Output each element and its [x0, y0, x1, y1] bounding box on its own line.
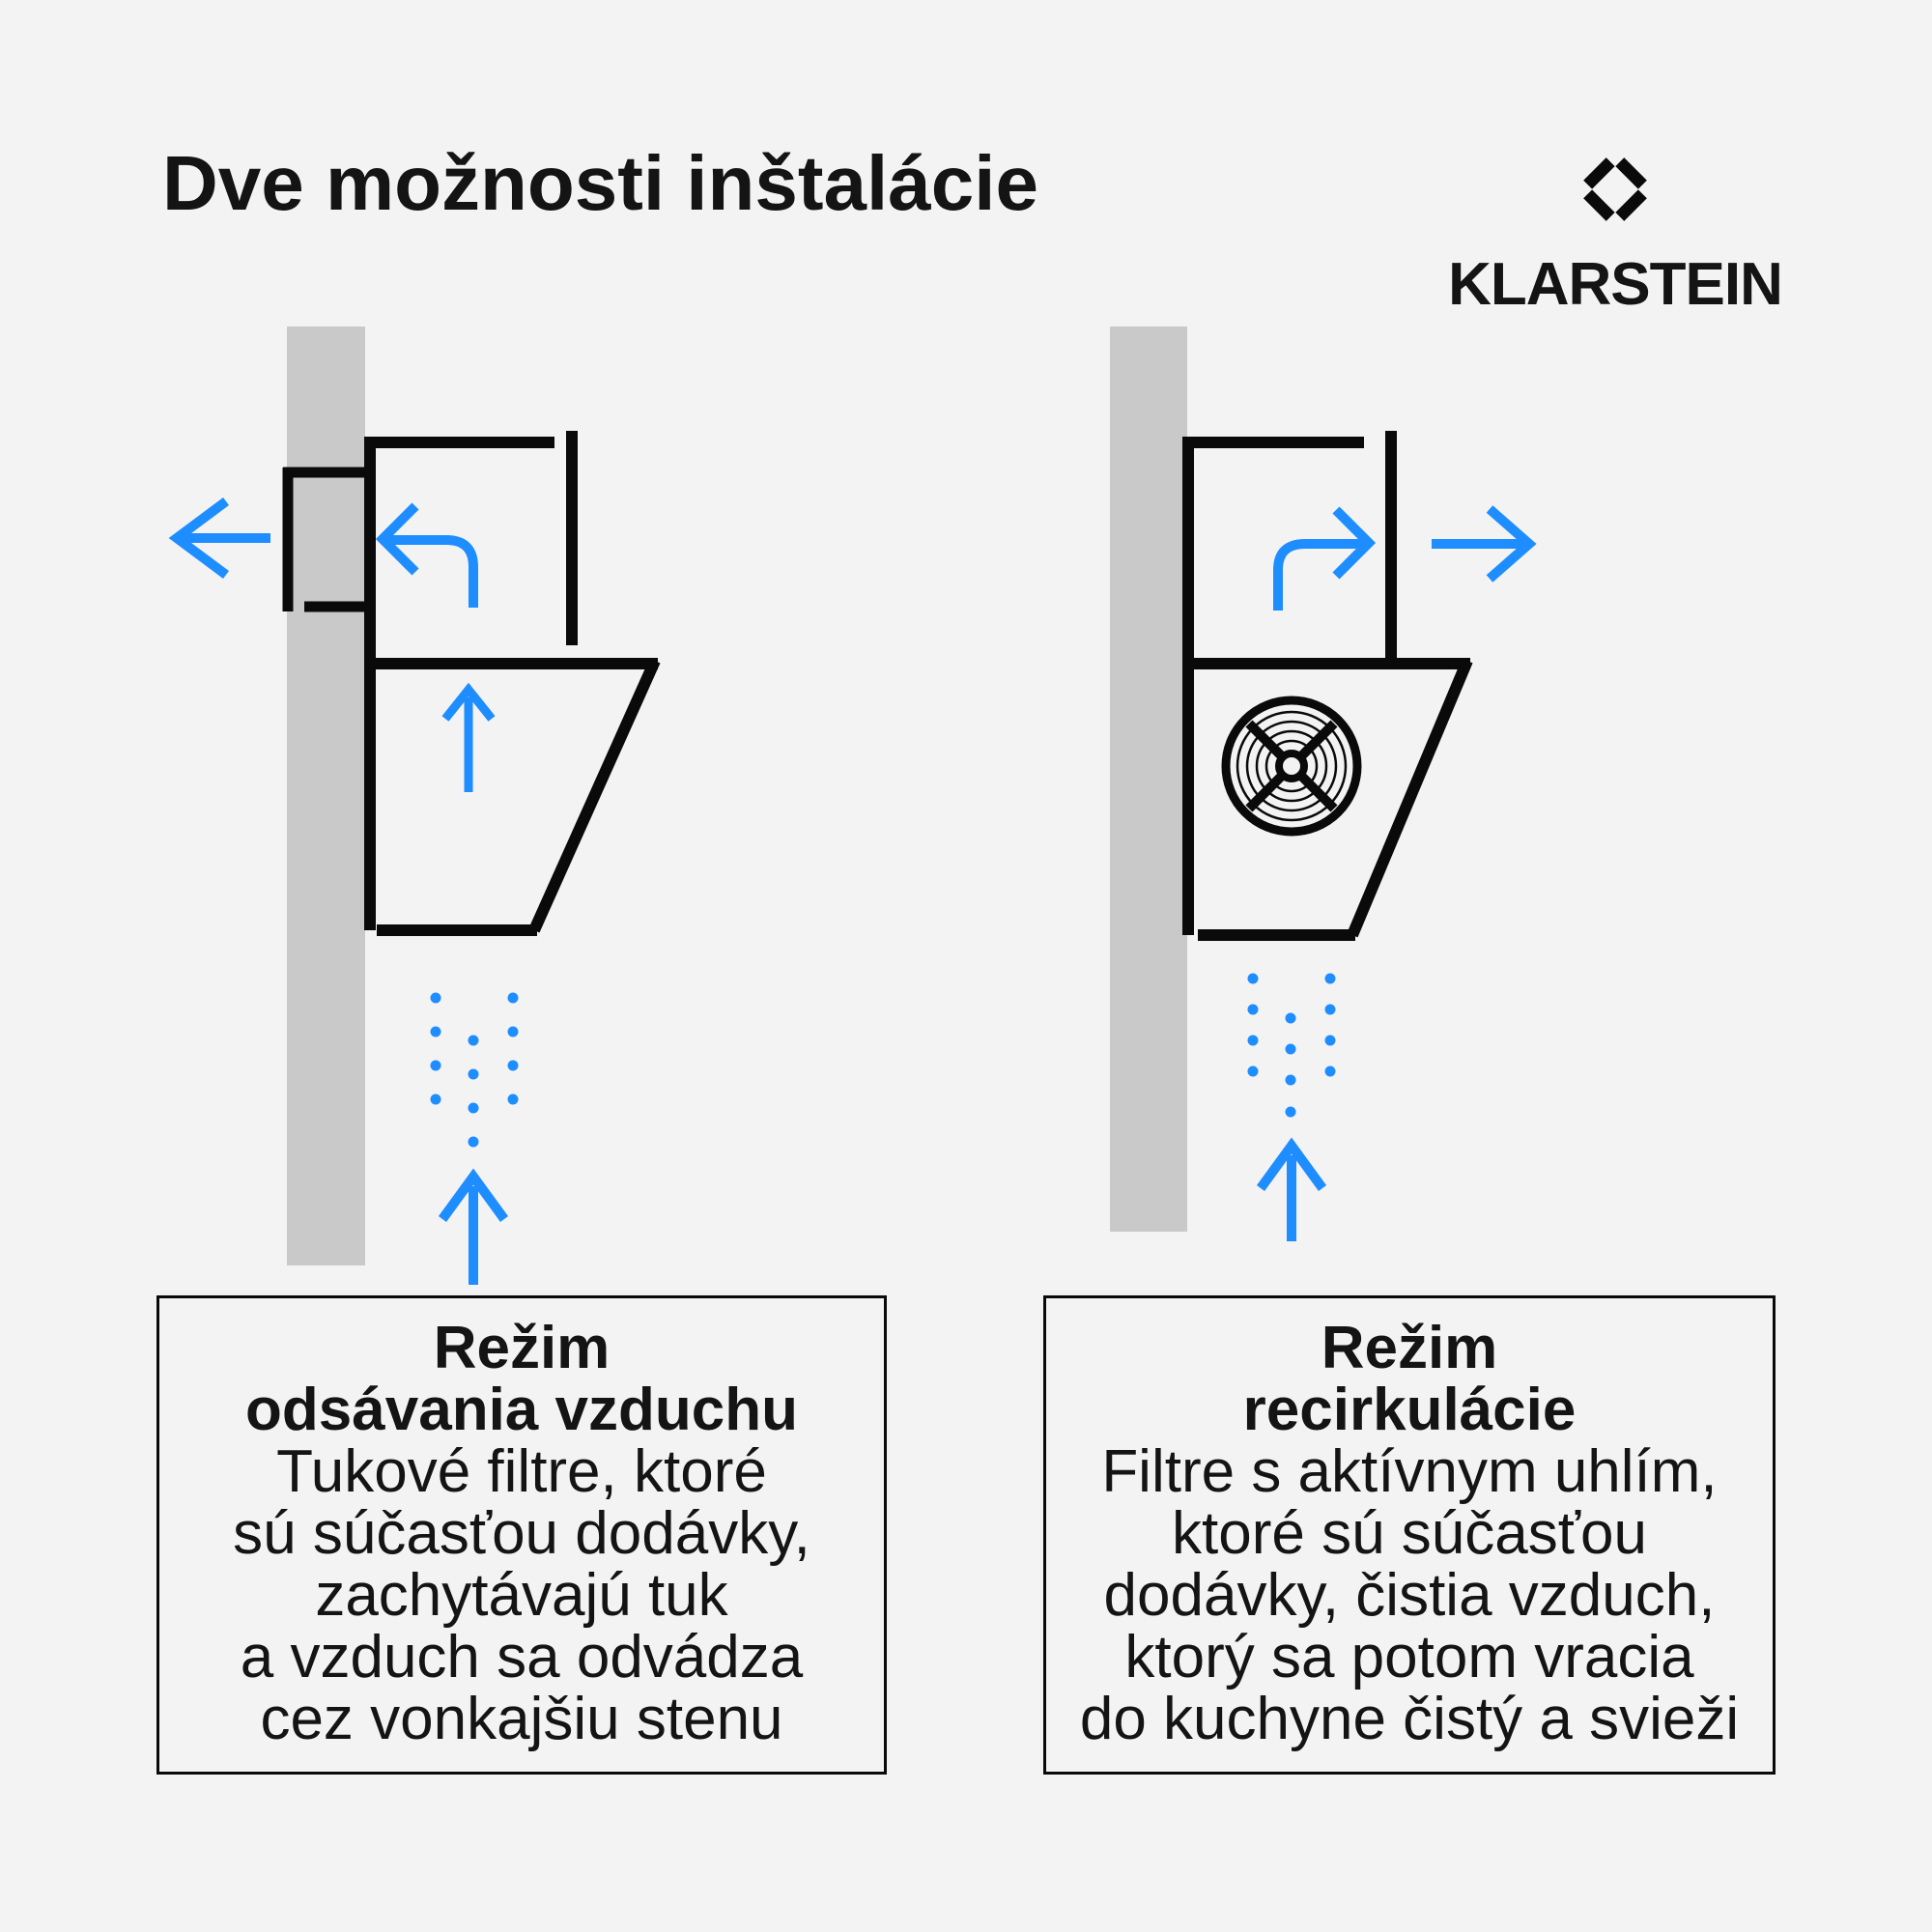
page-title: Dve možnosti inštalácie [162, 140, 1038, 226]
box-body-line: ktorý sa potom vracia [1124, 1624, 1694, 1690]
box-body-line: cez vonkajšiu stenu [260, 1686, 783, 1752]
box-body-line: dodávky, čistia vzduch, [1103, 1562, 1716, 1629]
airflow-arrow-bend-icon [383, 506, 473, 608]
box-title-line: Režim [1321, 1315, 1498, 1381]
recirculation-mode-box [1043, 1295, 1776, 1775]
box-body-line: ktoré sú súčasťou [1172, 1500, 1647, 1567]
brand-name: KLARSTEIN [1448, 251, 1782, 318]
box-title-line: odsávania vzduchu [245, 1377, 798, 1443]
wall-right [1110, 327, 1187, 1232]
extraction-mode-box [156, 1295, 887, 1775]
airflow-arrow-up-big-icon [1261, 1146, 1322, 1241]
cooker-hood-icon [1183, 431, 1470, 935]
recirculation-mode-diagram [1110, 327, 1529, 1241]
airflow-arrow-up-big-icon [442, 1177, 504, 1285]
box-body-line: zachytávajú tuk [315, 1562, 728, 1629]
fan-grille-icon [1226, 700, 1357, 832]
box-body-line: do kuchyne čistý a svieži [1079, 1686, 1740, 1752]
box-body-line: sú súčasťou dodávky, [233, 1500, 810, 1567]
extraction-mode-diagram [177, 327, 658, 1285]
box-body-line: Tukové filtre, ktoré [276, 1438, 767, 1505]
airflow-arrow-bend-icon [1278, 510, 1369, 611]
airflow-arrow-out-right-icon [1432, 509, 1529, 579]
box-title-line: Režim [433, 1315, 611, 1381]
box-body-line: Filtre s aktívnym uhlím, [1101, 1438, 1718, 1505]
airflow-arrow-out-left-icon [177, 501, 270, 575]
box-body-line: a vzduch sa odvádza [240, 1624, 804, 1690]
airflow-arrow-up-small-icon [445, 690, 492, 792]
air-particle-dots [1248, 974, 1336, 1118]
box-title-line: recirkulácie [1242, 1377, 1577, 1443]
air-particle-dots [431, 993, 519, 1148]
